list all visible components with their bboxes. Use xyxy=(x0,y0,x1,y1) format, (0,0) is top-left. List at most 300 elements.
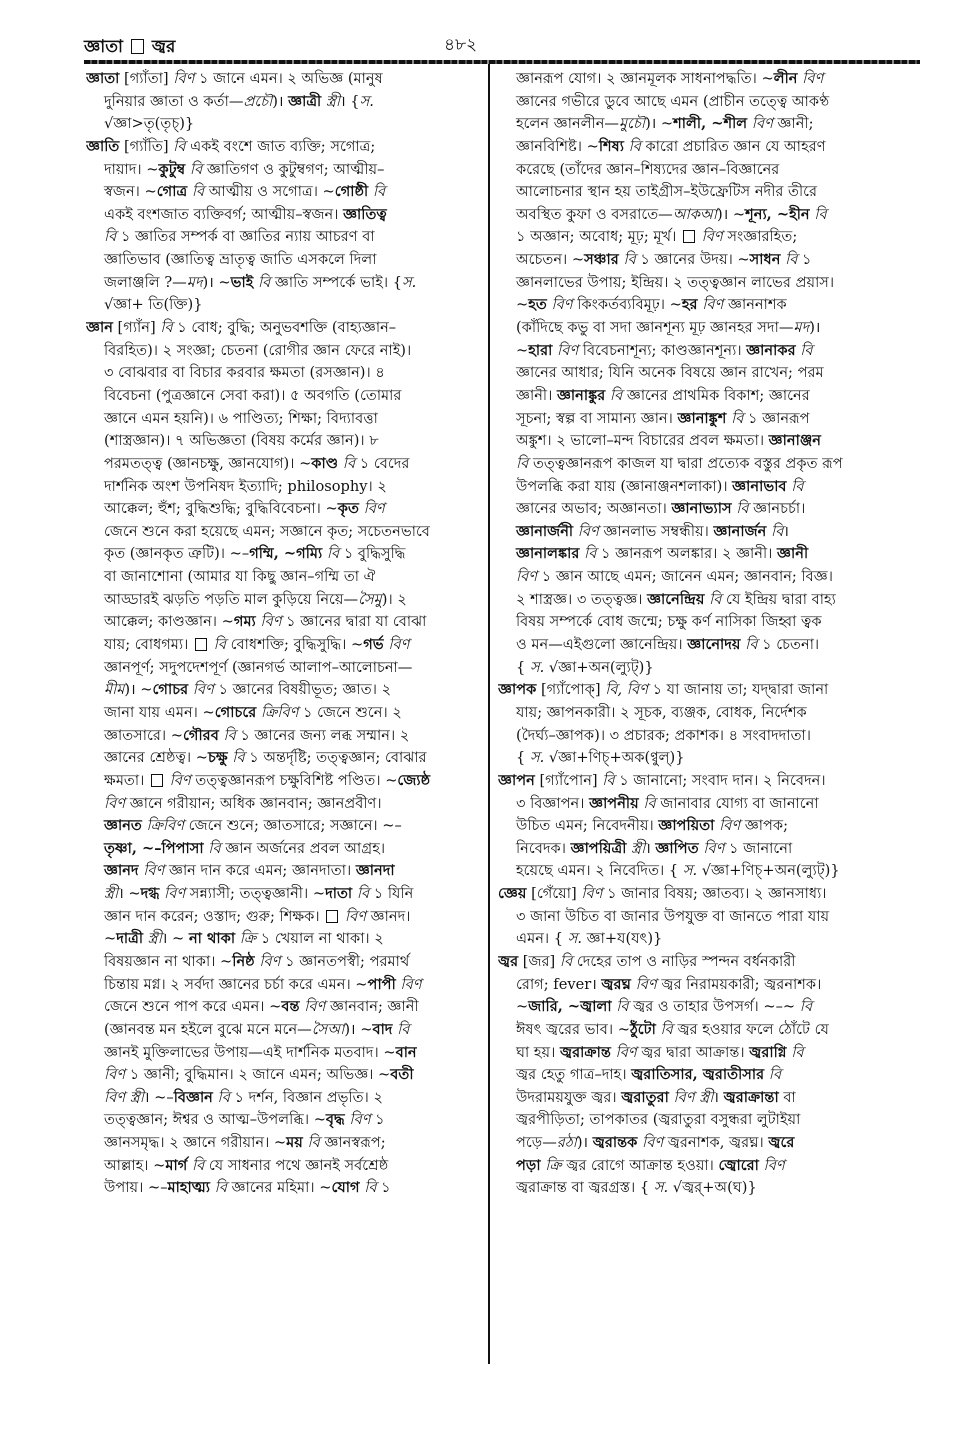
definition-text: ১ জ্ঞানের দ্বারা যা বোঝা xyxy=(281,613,427,631)
dictionary-line xyxy=(498,408,916,431)
grammar-label: বি xyxy=(364,1179,377,1197)
definition-text: সংজ্ঞারহিত; xyxy=(722,228,798,246)
definition-text: ১ জ্ঞানের উদয়। ~ xyxy=(635,251,750,269)
dictionary-line xyxy=(86,1155,481,1178)
headword: জ্বরঘ্ন xyxy=(601,975,631,993)
definition-text: কারো প্রচারিত জ্ঞান যে আহরণ xyxy=(640,137,826,155)
grammar-label: বিণ xyxy=(259,952,281,970)
headword: জ্বরাতুরা xyxy=(621,1088,669,1106)
definition-text: আক্কেল; কাণ্ডজ্ঞান। ~ xyxy=(104,613,234,631)
headword: দগ্ধ xyxy=(140,885,160,903)
grammar-label: বিণ xyxy=(164,885,186,903)
definition-text: জ্ঞাতি সম্পর্কে ভাই। { xyxy=(270,273,402,291)
definition-text: আত্মীয় ও সগোত্র। ~ xyxy=(204,183,335,201)
dictionary-line xyxy=(86,1132,481,1155)
dictionary-line xyxy=(86,951,481,974)
grammar-label: বিণ xyxy=(143,862,165,880)
grammar-label: বি xyxy=(257,273,271,291)
header-rule xyxy=(84,60,920,64)
definition-text: ১ বোধ; বুদ্ধি; অনুভবশক্তি (বাহ্যজ্ঞান– xyxy=(172,319,397,337)
definition-text: দার্শনিক অংশ উপনিষদ ইত্যাদি; philosophy। ২ xyxy=(104,477,387,495)
definition-text: ১ চেতনা। xyxy=(757,636,820,654)
definition-text: বিরহিত)। ২ সংজ্ঞা; চেতনা (রোগীর জ্ঞান ফেরে নাই)। xyxy=(104,341,412,359)
definition-text: জ্ঞা+য(যৎ)} xyxy=(581,930,663,948)
headword: হর xyxy=(681,296,698,314)
grammar-label: বি xyxy=(342,454,356,472)
headword: যোগ xyxy=(331,1179,360,1197)
definition-text: বিবেচনা (পুত্রজ্ঞানে সেবা করা)। ৫ অবগতি (তোমার xyxy=(104,386,402,404)
definition-text: জ্বর হেতু গাত্র–দাহ। xyxy=(516,1066,632,1084)
grammar-label: স্ত্রী xyxy=(325,92,341,110)
grammar-label: বিণ xyxy=(642,1134,664,1152)
definition-text: ১ বুদ্ধিসুদ্ধি xyxy=(339,545,406,563)
grammar-label: বিণ xyxy=(104,794,126,812)
headword: জ্ঞাপক xyxy=(498,681,537,699)
definition-text: দেহের তাপ ও নাড়ির স্পন্দন বর্ধনকারী xyxy=(572,952,796,970)
grammar-label: বি xyxy=(791,1043,804,1061)
definition-text: তত্ত্বজ্ঞান; ঈশ্বর ও আত্ম–উপলব্ধি। ~ xyxy=(104,1111,326,1129)
definition-text: ১ জ্ঞান আছে এমন; জানেন এমন; জ্ঞানবান; বিজ্ঞ। xyxy=(537,568,833,586)
definition-text: বিষয় সম্পর্কে বোধ জন্মে; চক্ষু কর্ণ নাসিকা জিহ্বা ত্বক xyxy=(516,613,822,631)
grammar-label: বি xyxy=(559,952,573,970)
definition-text: ~ xyxy=(516,341,529,359)
headword: জ্ঞানাঞ্জন xyxy=(768,432,821,450)
grammar-label: বিণ xyxy=(363,500,385,518)
grammar-label: বি xyxy=(584,545,597,563)
definition-text: জ্ঞান দান করেন; ওস্তাদ; গুরু; শিক্ষক। xyxy=(104,907,325,925)
grammar-label: বি xyxy=(356,885,370,903)
grammar-label: বিণ xyxy=(701,228,723,246)
dictionary-line xyxy=(86,453,481,476)
dictionary-line xyxy=(86,838,481,861)
headword: কুটুম্ব xyxy=(158,160,186,178)
definition-text: ১ জ্ঞানরূপ xyxy=(743,409,810,427)
dictionary-line xyxy=(498,294,916,317)
dictionary-line xyxy=(86,113,481,136)
definition-text: জ্ঞাপক; xyxy=(740,817,789,835)
definition-text: সূচনা; স্বল্প বা সামান্য জ্ঞান। xyxy=(516,409,678,427)
grammar-label: সৈআ xyxy=(311,1020,345,1038)
definition-text: । { xyxy=(340,92,360,110)
dictionary-line xyxy=(498,249,916,272)
grammar-label: বিণ xyxy=(635,975,657,993)
dictionary-line xyxy=(86,476,481,499)
headword: ভাই xyxy=(230,273,254,291)
definition-text: [গ্যাঁপোন] xyxy=(534,771,603,789)
definition-text: বিবেচনাশূন্য; কাণ্ডজ্ঞানশূন্য। xyxy=(578,341,747,359)
definition-text: জ্ঞানে গরীয়ান; অধিক জ্ঞানবান; জ্ঞানপ্রবীণ। xyxy=(125,794,382,812)
definition-text: কৃত (জ্ঞানকৃত ত্রুটি)। ~– xyxy=(104,545,250,563)
grammar-label: বিণ xyxy=(304,998,326,1016)
grammar-label: বি xyxy=(213,636,226,654)
definition-text: )। ~ xyxy=(344,1020,373,1038)
grammar-label: বি xyxy=(643,794,656,812)
grammar-label: বি xyxy=(189,160,203,178)
definition-text: জ্ঞানবিশিষ্ট। ~ xyxy=(516,137,599,155)
definition-text: √জ্ঞা+অন(ল্যুট্)} xyxy=(544,658,654,676)
grammar-label: ক্রি xyxy=(545,1156,562,1174)
dictionary-line xyxy=(498,589,916,612)
definition-text: ও মন—এইগুলো জ্ঞানেন্দ্রিয়। xyxy=(516,636,688,654)
column-divider xyxy=(488,64,490,1364)
grammar-label: স. xyxy=(529,658,545,676)
definition-text: √জ্ঞা+ণিচ্+অক(ণ্বুল্)} xyxy=(544,749,685,767)
definition-text: জানাবার যোগ্য বা জানানো xyxy=(655,794,819,812)
dictionary-line xyxy=(86,249,481,272)
grammar-label: বি xyxy=(771,522,784,540)
grammar-label: বিণ xyxy=(802,70,824,87)
dictionary-line xyxy=(498,860,916,883)
definition-text: জ্ঞাতিগণ ও কুটুম্বগণ; আত্মীয়– xyxy=(202,160,385,178)
grammar-label: বি xyxy=(709,590,722,608)
grammar-label: বিণ xyxy=(104,1066,126,1084)
grammar-label: বিণ xyxy=(615,1043,637,1061)
dictionary-line xyxy=(86,521,481,544)
grammar-label: বিণ xyxy=(577,522,599,540)
headword: মাহাত্ম্য xyxy=(167,1179,211,1197)
definition-text: জ্ঞান দান করে এমন; জ্ঞানদাতা। xyxy=(164,862,356,880)
grammar-label: বিণ xyxy=(260,613,282,631)
grammar-label: প্রচৌ xyxy=(243,92,273,110)
grammar-label: বি xyxy=(814,205,827,223)
definition-text: [জর] xyxy=(518,952,560,970)
definition-text: যায়; জ্ঞাপনকারী। ২ সূচক, ব্যঞ্জক, বোধক, নির্দেশক xyxy=(516,703,807,721)
definition-text: ৩ জানা উচিত বা জানার উপযুক্ত বা জানতে পারা যায় xyxy=(516,907,830,925)
dictionary-line xyxy=(86,430,481,453)
dictionary-line xyxy=(498,430,916,453)
definition-text: হয়েছে এমন। ২ নিবেদিত। { xyxy=(516,862,683,880)
grammar-label: স. xyxy=(682,862,698,880)
grammar-label: স. xyxy=(653,1179,669,1197)
dictionary-line xyxy=(86,770,481,793)
grammar-label: বি xyxy=(731,409,744,427)
headword: শূন্য, ~হীন xyxy=(745,205,810,223)
dictionary-line xyxy=(86,362,481,385)
dictionary-line xyxy=(498,566,916,589)
dictionary-line xyxy=(498,951,916,974)
headword: বাদ xyxy=(372,1020,393,1038)
headword: বতী xyxy=(390,1066,414,1084)
grammar-label: সৈমু xyxy=(358,590,382,608)
definition-text: জ্ঞানদ। xyxy=(366,907,411,925)
dictionary-line xyxy=(86,611,481,634)
box-symbol-icon xyxy=(151,774,163,787)
grammar-label: বিণ xyxy=(344,907,367,925)
page-header xyxy=(84,30,920,58)
definition-text: ১ জ্ঞানরূপ অলঙ্কার। ২ জ্ঞানী। xyxy=(596,545,778,563)
definition-text: জ্বরাক্রান্ত বা জ্বরগ্রস্ত। { xyxy=(516,1179,654,1197)
grammar-label: বি xyxy=(173,137,186,155)
definition-text: ১ অন্তর্দৃষ্টি; তত্ত্বজ্ঞান; বোঝার xyxy=(244,749,427,767)
headword: জ্ঞাপনীয় xyxy=(589,794,639,812)
dictionary-line xyxy=(86,725,481,748)
dictionary-line xyxy=(498,611,916,634)
definition-text: এমন। { xyxy=(516,930,568,948)
dictionary-line xyxy=(86,657,481,680)
grammar-label: বি xyxy=(736,500,749,518)
dictionary-line xyxy=(86,136,481,159)
headword: গোত্র xyxy=(156,183,188,201)
headword: জ্ঞানাভ্যাস xyxy=(671,500,732,518)
definition-text: )। ২ xyxy=(381,590,407,608)
separator-box-icon xyxy=(131,39,144,54)
headword: কৃত xyxy=(337,500,359,518)
definition-text: । xyxy=(713,1088,724,1106)
definition-text: ১ জ্ঞানের বিষয়ীভূত; জ্ঞাত। ২ xyxy=(213,681,392,699)
definition-text: জেনে শুনে পাপ করে এমন। ~ xyxy=(104,998,282,1016)
headword: জ্ঞানাকর xyxy=(746,341,796,359)
grammar-label: মুচৌ xyxy=(619,115,646,133)
definition-text: কিংকর্তব্যবিমূঢ়। ~ xyxy=(572,296,682,314)
headword: জ্ঞানার্জনী xyxy=(516,522,574,540)
grammar-label: বি xyxy=(232,749,245,767)
dictionary-line xyxy=(86,498,481,521)
definition-text: ১ দর্শন, বিজ্ঞান প্রভৃতি। ২ xyxy=(229,1088,383,1106)
definition-text: জ্ঞানরূপ যোগ। ২ জ্ঞানমূলক সাধনাপদ্ধতি। ~ xyxy=(516,70,774,87)
headword: জ্ঞাপয়িত্রী xyxy=(570,839,627,857)
definition-text: (কাঁদিছে কভু বা সদা জ্ঞানশূন্য মূঢ় জ্ঞানহর সদা— xyxy=(516,319,794,337)
definition-text: ১ xyxy=(370,1111,385,1129)
headword: গম্য xyxy=(233,613,256,631)
dictionary-line xyxy=(86,1064,481,1087)
grammar-label: বি xyxy=(800,341,813,359)
definition-text: ১ জ্ঞানের জন্য লব্ধ সম্মান। ২ xyxy=(235,726,410,744)
definition-text: আল্লাহ। ~ xyxy=(104,1156,166,1174)
dictionary-line xyxy=(86,181,481,204)
dictionary-line xyxy=(498,68,916,91)
definition-text: অচেতন। ~ xyxy=(516,251,585,269)
definition-text: )। xyxy=(272,92,289,110)
definition-text: { xyxy=(516,658,530,676)
grammar-label: বি xyxy=(516,454,529,472)
dictionary-line xyxy=(86,68,481,91)
dictionary-line xyxy=(86,747,481,770)
definition-text: জ্বর দ্বারা আক্রান্ত। xyxy=(636,1043,750,1061)
grammar-label: স্ত্রী xyxy=(129,1088,144,1106)
grammar-label: বি xyxy=(609,386,623,404)
dictionary-line xyxy=(86,860,481,883)
dictionary-line xyxy=(498,91,916,114)
definition-text: ২ শাস্ত্রজ্ঞ। ৩ তত্ত্বজ্ঞ। xyxy=(516,590,648,608)
headword: জ্ঞানাঙ্কুশ xyxy=(677,409,727,427)
grammar-label: বি xyxy=(628,137,641,155)
headword: জ্ঞানার্জন xyxy=(713,522,767,540)
headword: জ্ঞাতি xyxy=(86,137,120,155)
dictionary-line xyxy=(498,815,916,838)
headword: জ্বরে xyxy=(768,1134,795,1152)
definition-text: ক্ষমতা। xyxy=(104,771,149,789)
grammar-label: বিণ xyxy=(192,681,214,699)
headword: জারি, ~জ্বালা xyxy=(528,998,612,1016)
headword: তৃষ্ণা, ~–পিপাসা xyxy=(104,839,204,857)
headword: জ্ঞাপয়িতা xyxy=(658,817,715,835)
grammar-label: বিণ xyxy=(173,70,195,87)
dictionary-line xyxy=(86,159,481,182)
definition-text: । ~ xyxy=(161,930,189,948)
grammar-label: স্ত্রী xyxy=(147,930,162,948)
definition-text: উচিত এমন; নিবেদনীয়। xyxy=(516,817,659,835)
dictionary-line xyxy=(498,906,916,929)
grammar-label: স্ত্রী xyxy=(631,839,646,857)
definition-text: জ্ঞানের অভাব; অজ্ঞানতা। xyxy=(516,500,672,518)
headword: শিষ্য xyxy=(598,137,624,155)
dictionary-line xyxy=(498,1064,916,1087)
definition-text: উপলব্ধি করা যায় (জ্ঞানাঞ্জনশলাকা)। xyxy=(516,477,733,495)
dictionary-line xyxy=(498,476,916,499)
grammar-label: বি xyxy=(616,998,629,1016)
grammar-label: বি xyxy=(208,839,221,857)
grammar-label: বিণ xyxy=(104,1088,126,1106)
definition-text: দায়াদ। ~ xyxy=(104,160,159,178)
dictionary-line xyxy=(498,340,916,363)
dictionary-line xyxy=(86,679,481,702)
dictionary-line xyxy=(86,974,481,997)
dictionary-line xyxy=(498,725,916,748)
dictionary-line xyxy=(498,1042,916,1065)
definition-text: )। ~ xyxy=(202,273,231,291)
headword: জ্বরাক্রান্ত xyxy=(560,1043,611,1061)
dictionary-line xyxy=(86,317,481,340)
definition-text: (জ্ঞানবন্ত মন হইলে বুঝে মনে মনে— xyxy=(104,1020,312,1038)
headword: জ্বরাক্রান্তা xyxy=(723,1088,779,1106)
dictionary-line xyxy=(498,747,916,770)
definition-text: পড়ে— xyxy=(516,1134,557,1152)
grammar-label: বি xyxy=(799,998,813,1016)
definition-text: অবস্থিত কুফা ও বসরাতে— xyxy=(516,205,673,223)
grammar-label: স. xyxy=(529,749,545,767)
dictionary-line xyxy=(498,362,916,385)
dictionary-line xyxy=(498,317,916,340)
dictionary-line xyxy=(86,996,481,1019)
grammar-label: স. xyxy=(567,930,582,948)
headword: বান xyxy=(395,1043,417,1061)
dictionary-line xyxy=(498,543,916,566)
dictionary-line xyxy=(86,793,481,816)
grammar-label: বিণ xyxy=(551,296,573,314)
dictionary-line xyxy=(498,793,916,816)
definition-text: জ্ঞান অর্জনের প্রবল আগ্রহ। xyxy=(220,839,386,857)
grammar-label: বি xyxy=(104,228,117,246)
definition-text: ঘা হয়। xyxy=(516,1043,561,1061)
definition-text: ১ অজ্ঞান; অবোধ; মূঢ়; মূর্খ। xyxy=(516,228,681,246)
definition-text: ১ জানার বিষয়; জ্ঞাতব্য। ২ জ্ঞানসাধ্য। xyxy=(602,885,827,903)
dictionary-line xyxy=(86,1042,481,1065)
definition-text: )। xyxy=(576,1134,593,1152)
dictionary-line xyxy=(86,883,481,906)
page-number: ৪৮২ xyxy=(444,35,478,55)
headword: পাপী xyxy=(367,975,396,993)
definition-text: জ্ঞাতিভাব (জ্ঞাতিত্ব ভ্রাতৃত্ব জাতি এসকলে দিলা xyxy=(104,251,377,269)
dictionary-line xyxy=(86,702,481,725)
headword: জ্ঞাতিত্ব xyxy=(343,205,387,223)
dictionary-line xyxy=(498,1177,916,1200)
grammar-label: রঠা xyxy=(556,1134,577,1152)
grammar-label: মীম xyxy=(104,681,125,699)
definition-text: জ্ঞানস্বরূপ; xyxy=(319,1134,386,1152)
definition-text: ১ xyxy=(376,1179,391,1197)
definition-text: করেছে (তাঁদের জ্ঞান–শিষ্যদের জ্ঞান–বিজ্ঞানের xyxy=(516,160,780,178)
headword: বিজ্ঞান xyxy=(173,1088,213,1106)
headword: জ্ঞানেন্দ্রিয় xyxy=(647,590,705,608)
definition-text: ১ জানানো xyxy=(724,839,793,857)
headword: গোষ্ঠী xyxy=(334,183,369,201)
dictionary-line xyxy=(498,385,916,408)
definition-text: ১ জেনে শুনে। ২ xyxy=(298,703,402,721)
definition-text: তত্ত্বজ্ঞানরূপ কাজল যা দ্বারা প্রত্যেক বস্তুর প্রকৃত রূপ xyxy=(528,454,843,472)
definition-text: [গ্যাঁপোক্] xyxy=(536,681,606,699)
grammar-label: স্ত্রী xyxy=(104,885,119,903)
definition-text: বা জানাশোনা (আমার যা কিছু জ্ঞান–গম্মি তা ঐ xyxy=(104,568,376,586)
definition-text: [গ্যাঁতি] xyxy=(119,137,174,155)
definition-text: ৩ বিজ্ঞাপন। xyxy=(516,794,590,812)
dictionary-line xyxy=(498,883,916,906)
headword: জ্ঞাপন xyxy=(498,771,535,789)
headword: লীন xyxy=(773,70,798,87)
grammar-label: বি xyxy=(223,726,236,744)
grammar-label: বি xyxy=(191,1156,205,1174)
definition-text: । xyxy=(645,839,656,857)
grammar-label: বি xyxy=(791,477,804,495)
definition-text: স্বজন। ~ xyxy=(104,183,157,201)
dictionary-line xyxy=(498,453,916,476)
dictionary-line xyxy=(498,113,916,136)
dictionary-line xyxy=(498,159,916,182)
headword: জ্ঞানোদয় xyxy=(687,636,741,654)
definition-text: জ্ঞানের মহিমা। ~ xyxy=(226,1179,332,1197)
definition-text: জ্ঞানপূর্ণ; সদুপদেশপূর্ণ (জ্ঞানগর্ভ আলাপ–আলোচনা— xyxy=(104,658,413,676)
headword: গম্মি, ~গম্যি xyxy=(249,545,323,563)
definition-text: । ~ xyxy=(118,885,141,903)
grammar-label: বি xyxy=(307,1134,320,1152)
headword: জ্ঞানাভাব xyxy=(732,477,787,495)
definition-text: আলোচনার স্থান হয় তাইগ্রীস–ইউফ্রেটিস নদীর তীরে xyxy=(516,183,818,201)
dictionary-line xyxy=(498,928,916,951)
definition-text: জ্ঞানবান; জ্ঞানী xyxy=(325,998,419,1016)
definition-text: √জ্ঞা+ তি(ক্তি)} xyxy=(104,296,203,314)
definition-text: ১ খেয়াল না থাকা। ২ xyxy=(256,930,384,948)
dictionary-line xyxy=(498,974,916,997)
headword: হারা xyxy=(528,341,553,359)
headword: জ্ঞানদ xyxy=(104,862,139,880)
definition-text: উদরাময়যুক্ত জ্বর। xyxy=(516,1088,622,1106)
headword: জ্বরাগ্নি xyxy=(749,1043,787,1061)
definition-text: বিষয়জ্ঞান না থাকা। ~ xyxy=(104,952,233,970)
headword: গোচরে xyxy=(214,703,257,721)
definition-text: জ্বর রোগে আক্রান্ত হওয়া। xyxy=(561,1156,719,1174)
headword: হত xyxy=(528,296,547,314)
grammar-label: বি xyxy=(191,183,205,201)
definition-text: (শাস্ত্রজ্ঞান)। ৭ অভিজ্ঞতা (বিষয় কর্মের জ্ঞান)। ৮ xyxy=(104,432,379,450)
dictionary-line xyxy=(498,136,916,159)
grammar-label: বি xyxy=(623,251,636,269)
definition-text: বা xyxy=(778,1088,796,1106)
definition-text: বোধশক্তি; বুদ্ধিসুদ্ধি। ~ xyxy=(225,636,364,654)
headword: পড়া xyxy=(516,1156,541,1174)
definition-text: আক্কেল; হুঁশ; বুদ্ধিশুদ্ধি; বুদ্ধিবিবেচনা। ~ xyxy=(104,500,338,518)
definition-text: ১ xyxy=(797,251,812,269)
definition-text: জ্বর হওয়ার ফলে ঠোঁটে যে xyxy=(672,1020,829,1038)
headword: জ্ঞানাঙ্কুর xyxy=(556,386,606,404)
right-column xyxy=(498,68,916,1200)
grammar-label: বিণ xyxy=(400,975,422,993)
definition-text: নিবেদক। xyxy=(516,839,571,857)
headword: জ্বর xyxy=(498,952,519,970)
dictionary-line xyxy=(498,1087,916,1110)
grammar-label: বিণ xyxy=(719,817,741,835)
definition-text: √জ্ঞা>তৃ(তৃচ্)} xyxy=(104,115,195,133)
definition-text: )। ~ xyxy=(124,681,153,699)
definition-text: জেনে শুনে; জ্ঞাতসারে; সজ্ঞানে। ~– xyxy=(184,817,402,835)
